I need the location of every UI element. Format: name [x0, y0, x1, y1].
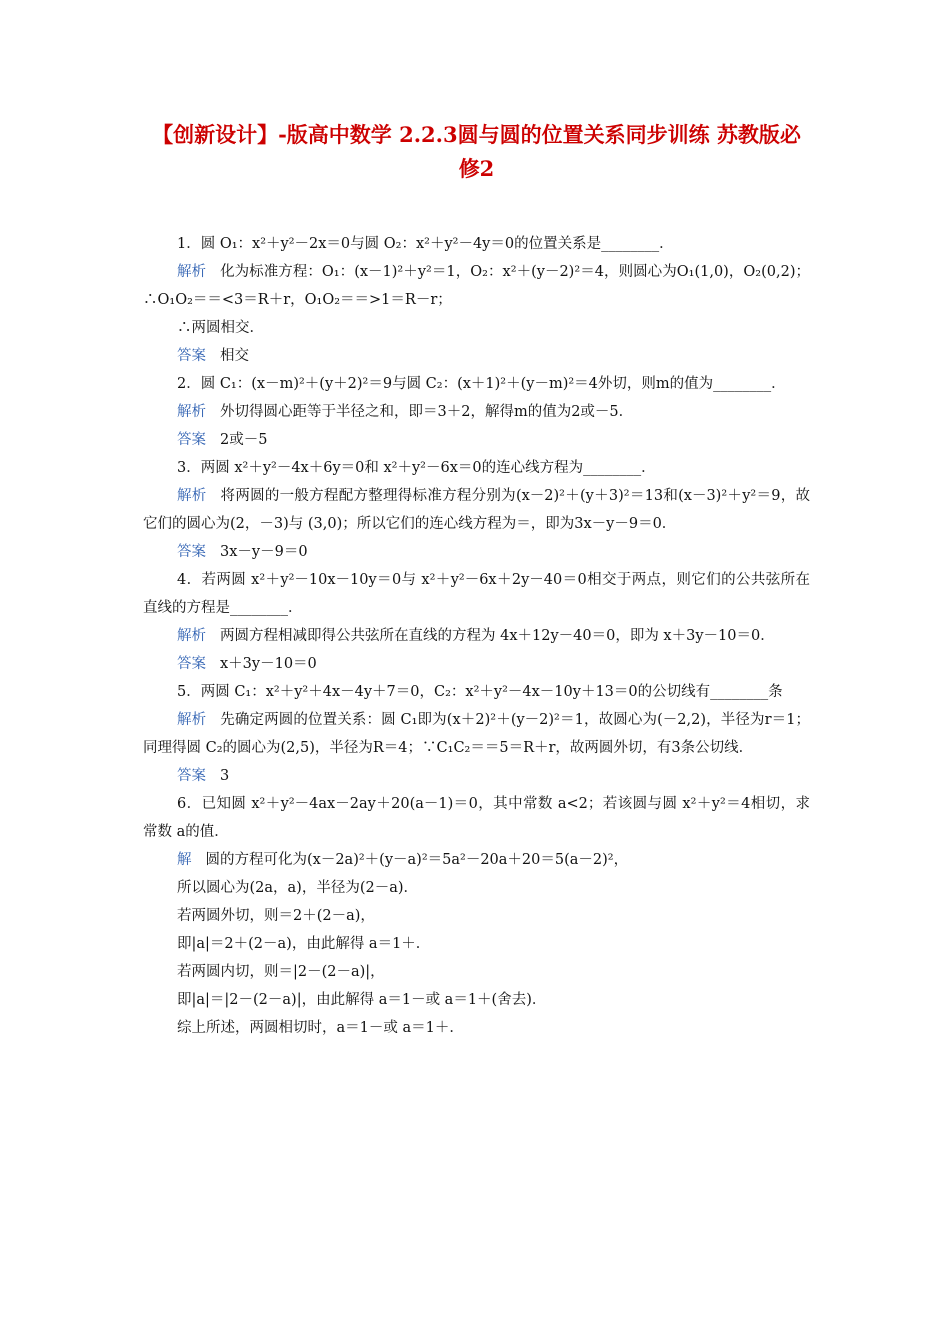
- analysis-text: 外切得圆心距等于半径之和，即＝3＋2，解得m的值为2或－5．: [220, 404, 634, 420]
- problem-2-question: 2．圆 C₁：(x－m)²＋(y＋2)²＝9与圆 C₂：(x＋1)²＋(y－m)²＝4外切，则m的值为________．: [177, 376, 786, 392]
- analysis-label: 解析: [177, 628, 206, 644]
- analysis-label: 解析: [177, 264, 207, 280]
- problem-6-solution: [143, 846, 810, 874]
- solution-line: 所以圆心为(2a，a)，半径为(2－a)．: [177, 880, 419, 896]
- document-title: 【创新设计】-版高中数学 2.2.3圆与圆的位置关系同步训练 苏教版必修2: [152, 122, 801, 181]
- problem-3-question: 3．两圆 x²＋y²－4x＋6y＝0和 x²＋y²－6x＝0的连心线方程为________．: [177, 460, 656, 476]
- problem-4-analysis: [143, 622, 810, 650]
- problem-list: [143, 230, 810, 1042]
- answer-label: 答案: [177, 768, 206, 784]
- problem-4-answer: [143, 650, 810, 678]
- solution-line: 若两圆内切，则＝|2－(2－a)|，: [177, 964, 385, 980]
- problem-4-question: 4．若两圆 x²＋y²－10x－10y＝0与 x²＋y²－6x＋2y－40＝0相交于两点，则它们的公共弦所在直线的方程是________．: [143, 572, 810, 616]
- problem-1-answer: [143, 342, 810, 370]
- problem-2-analysis: [143, 398, 810, 426]
- solution-label: 解: [177, 852, 192, 868]
- answer-text: 相交: [220, 348, 249, 364]
- analysis-label: 解析: [177, 404, 206, 420]
- solution-text: 圆的方程可化为(x－2a)²＋(y－a)²＝5a²－20a＋20＝5(a－2)²，: [205, 852, 629, 868]
- analysis-label: 解析: [177, 488, 207, 504]
- analysis-text: 先确定两圆的位置关系：圆 C₁即为(x＋2)²＋(y－2)²＝1，故圆心为(－2,2)，半径为r＝1；同理得圆 C₂的圆心为(2,5)，半径为R＝4；∵C₁C₂＝＝5＝R＋r，故两圆外切，有3条公切线．: [143, 712, 811, 756]
- problem-3-answer: [143, 538, 810, 566]
- answer-label: 答案: [177, 656, 206, 672]
- problem-6-question: 6．已知圆 x²＋y²－4ax－2ay＋20(a－1)＝0，其中常数 a<2；若该圆与圆 x²＋y²＝4相切，求常数 a的值．: [143, 796, 810, 840]
- analysis-text: 化为标准方程：O₁：(x－1)²＋y²＝1，O₂：x²＋(y－2)²＝4，则圆心为O₁(1,0)，O₂(0,2)；∴O₁O₂＝＝<3＝R＋r，O₁O₂＝＝>1＝R－r；: [143, 264, 810, 308]
- analysis-text: 将两圆的一般方程配方整理得标准方程分别为(x－2)²＋(y＋3)²＝13和(x－3)²＋y²＝9，故它们的圆心为(2，－3)与 (3,0)；所以它们的连心线方程为＝，即为3x－y－9＝0．: [143, 488, 811, 532]
- solution-line: 即|a|＝|2－(2－a)|，由此解得 a＝1－或 a＝1＋(舍去)．: [177, 992, 547, 1008]
- problem-5-question: 5．两圆 C₁：x²＋y²＋4x－4y＋7＝0，C₂：x²＋y²－4x－10y＋13＝0的公切线有________条: [177, 684, 783, 700]
- problem-5-analysis: [143, 706, 810, 762]
- solution-line: 若两圆外切，则＝2＋(2－a)，: [177, 908, 375, 924]
- problem-1-analysis-conclusion: ∴两圆相交．: [177, 320, 264, 336]
- answer-label: 答案: [177, 432, 206, 448]
- answer-text: 3x－y－9＝0: [220, 544, 308, 560]
- problem-5-answer: [143, 762, 810, 790]
- problem-1-question: 1．圆 O₁：x²＋y²－2x＝0与圆 O₂：x²＋y²－4y＝0的位置关系是________．: [177, 236, 674, 252]
- answer-text: 3: [220, 768, 230, 784]
- answer-label: 答案: [177, 348, 206, 364]
- answer-label: 答案: [177, 544, 206, 560]
- answer-text: x＋3y－10＝0: [220, 656, 317, 672]
- problem-2-answer: [143, 426, 810, 454]
- analysis-label: 解析: [177, 712, 207, 728]
- answer-text: 2或－5: [220, 432, 268, 448]
- solution-line: 即|a|＝2＋(2－a)，由此解得 a＝1＋．: [177, 936, 431, 952]
- problem-1-analysis: [143, 258, 810, 314]
- problem-3-analysis: [143, 482, 810, 538]
- solution-line: 综上所述，两圆相切时，a＝1－或 a＝1＋．: [177, 1020, 464, 1036]
- analysis-text: 两圆方程相减即得公共弦所在直线的方程为 4x＋12y－40＝0，即为 x＋3y－10＝0．: [220, 628, 775, 644]
